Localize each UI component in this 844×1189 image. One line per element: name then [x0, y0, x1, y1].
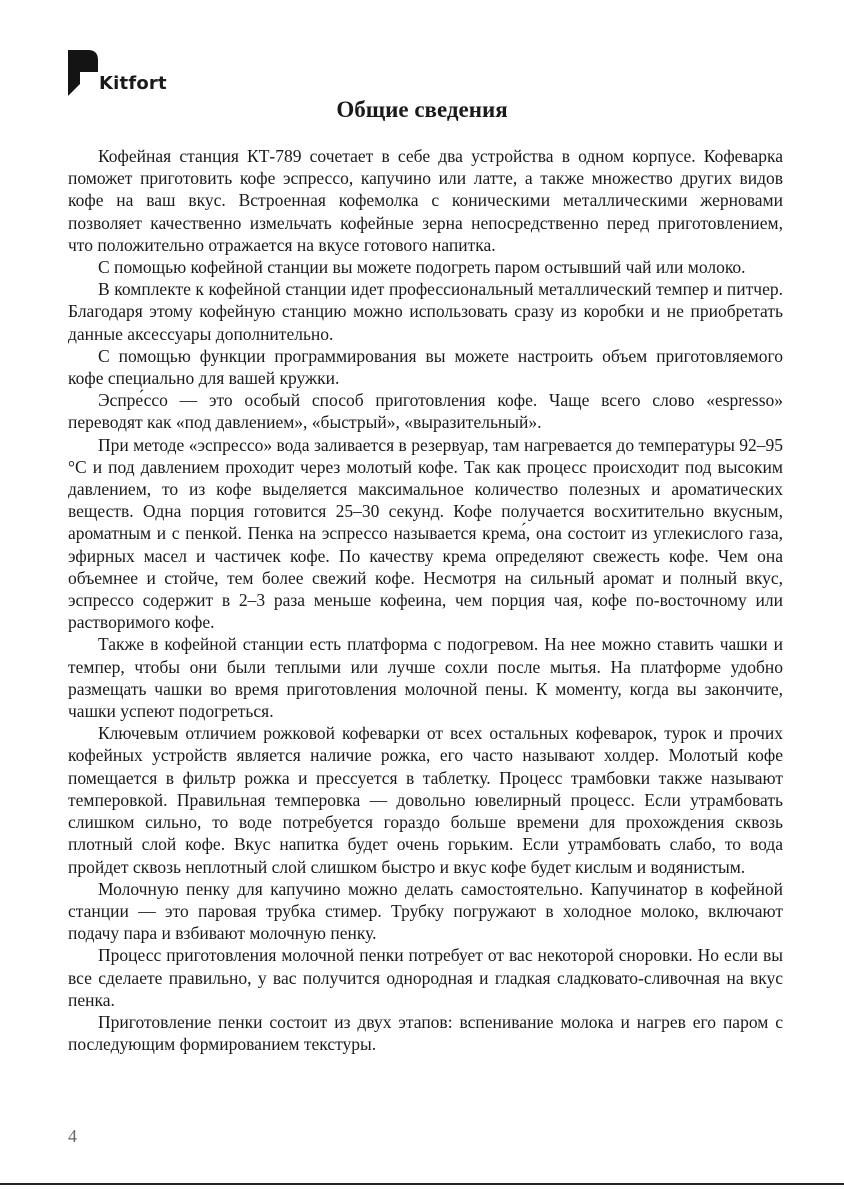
page-number: 4 — [68, 1126, 77, 1146]
logo-text: Kitfort — [99, 73, 167, 94]
paragraph: Кофейная станция КТ-789 сочетает в себе два устройства в одном корпусе. Кофеварка поможет приготовить кофе эспрессо, капучино или латте, а также множество других видов кофе на ваш вкус. Встроенная кофемолка с коническими металлическими жерновами позволяет качественно измельчать кофейные зерна непосредственно перед приготовлением, что положительно отражается на вкусе готового напитка. — [68, 146, 783, 255]
paragraph: Процесс приготовления молочной пенки потребует от вас некоторой сноровки. Но если вы все сделаете правильно, у вас получится однородная и гладкая сладковато-сливочная на вкус пенка. — [68, 945, 783, 1010]
paragraph: Эспре́ссо — это особый способ приготовления кофе. Чаще всего слово «espresso» переводят как «под давлением», «быстрый», «выразительный». — [68, 390, 783, 433]
paragraph: С помощью функции программирования вы можете настроить объем приготовляемого кофе специально для вашей кружки. — [68, 345, 783, 389]
page-bottom-edge — [0, 1183, 844, 1185]
paragraph: При методе «эспрессо» вода заливается в резервуар, там нагревается до температуры 92–95 °C и под давлением проходит через молотый кофе. Так как процесс происходит под высоким давлением, то из кофе выделяется максимальное количество полезных и ароматических веществ. Одна порция готовится 25–30 секунд. Кофе получается восхитительно вкусным, ароматным и с пенкой. Пенка на эспрессо называется крема́, она состоит из углекислого газа, эфирных масел и частичек кофе. По качеству крема определяют свежесть кофе. Чем она объемнее и стойче, тем более свежий кофе. Несмотря на сильный аромат и полный вкус, эспрессо содержит в 2–3 раза меньше кофеина, чем порция чая, кофе по-восточному или растворимого кофе. — [68, 434, 783, 633]
paragraph: С помощью кофейной станции вы можете подогреть паром остывший чай или молоко. — [98, 257, 746, 278]
document-body — [68, 145, 783, 1055]
kitfort-logo-icon — [68, 50, 98, 96]
paragraph: Ключевым отличием рожковой кофеварки от всех остальных кофеварок, турок и прочих кофейных устройств является наличие рожка, его часто называют холдер. Молотый кофе помещается в фильтр рожка и прессуется в таблетку. Процесс трамбовки также называют темперовкой. Правильная темперовка — довольно ювелирный процесс. Если утрамбовать слишком сильно, то воде потребуется гораздо больше времени для прохождения сквозь плотный слой кофе. Вкус напитка будет очень горьким. Если утрамбовать слабо, то вода пройдет сквозь неплотный слой слишком быстро и вкус кофе будет кислым и водянистым. — [68, 723, 783, 877]
paragraph: В комплекте к кофейной станции идет профессиональный металлический темпер и питчер. Благодаря этому кофейную станцию можно использовать сразу из коробки и не приобретать данные аксессуары дополнительно. — [68, 279, 783, 344]
paragraph: Молочную пенку для капучино можно делать самостоятельно. Капучинатор в кофейной станции — это паровая трубка стимер. Трубку погружают в холодное молоко, включают подачу пара и взбивают молочную пенку. — [68, 878, 783, 944]
page-title: Общие сведения — [336, 97, 508, 122]
paragraph: Приготовление пенки состоит из двух этапов: вспенивание молока и нагрев его паром с последующим формированием текстуры. — [68, 1011, 783, 1055]
paragraph: Также в кофейной станции есть платформа с подогревом. На нее можно ставить чашки и темпер, чтобы они были теплыми или лучше сохли после мытья. На платформе удобно размещать чашки во время приготовления молочной пены. К моменту, когда вы закончите, чашки успеют подогреться. — [68, 634, 783, 722]
